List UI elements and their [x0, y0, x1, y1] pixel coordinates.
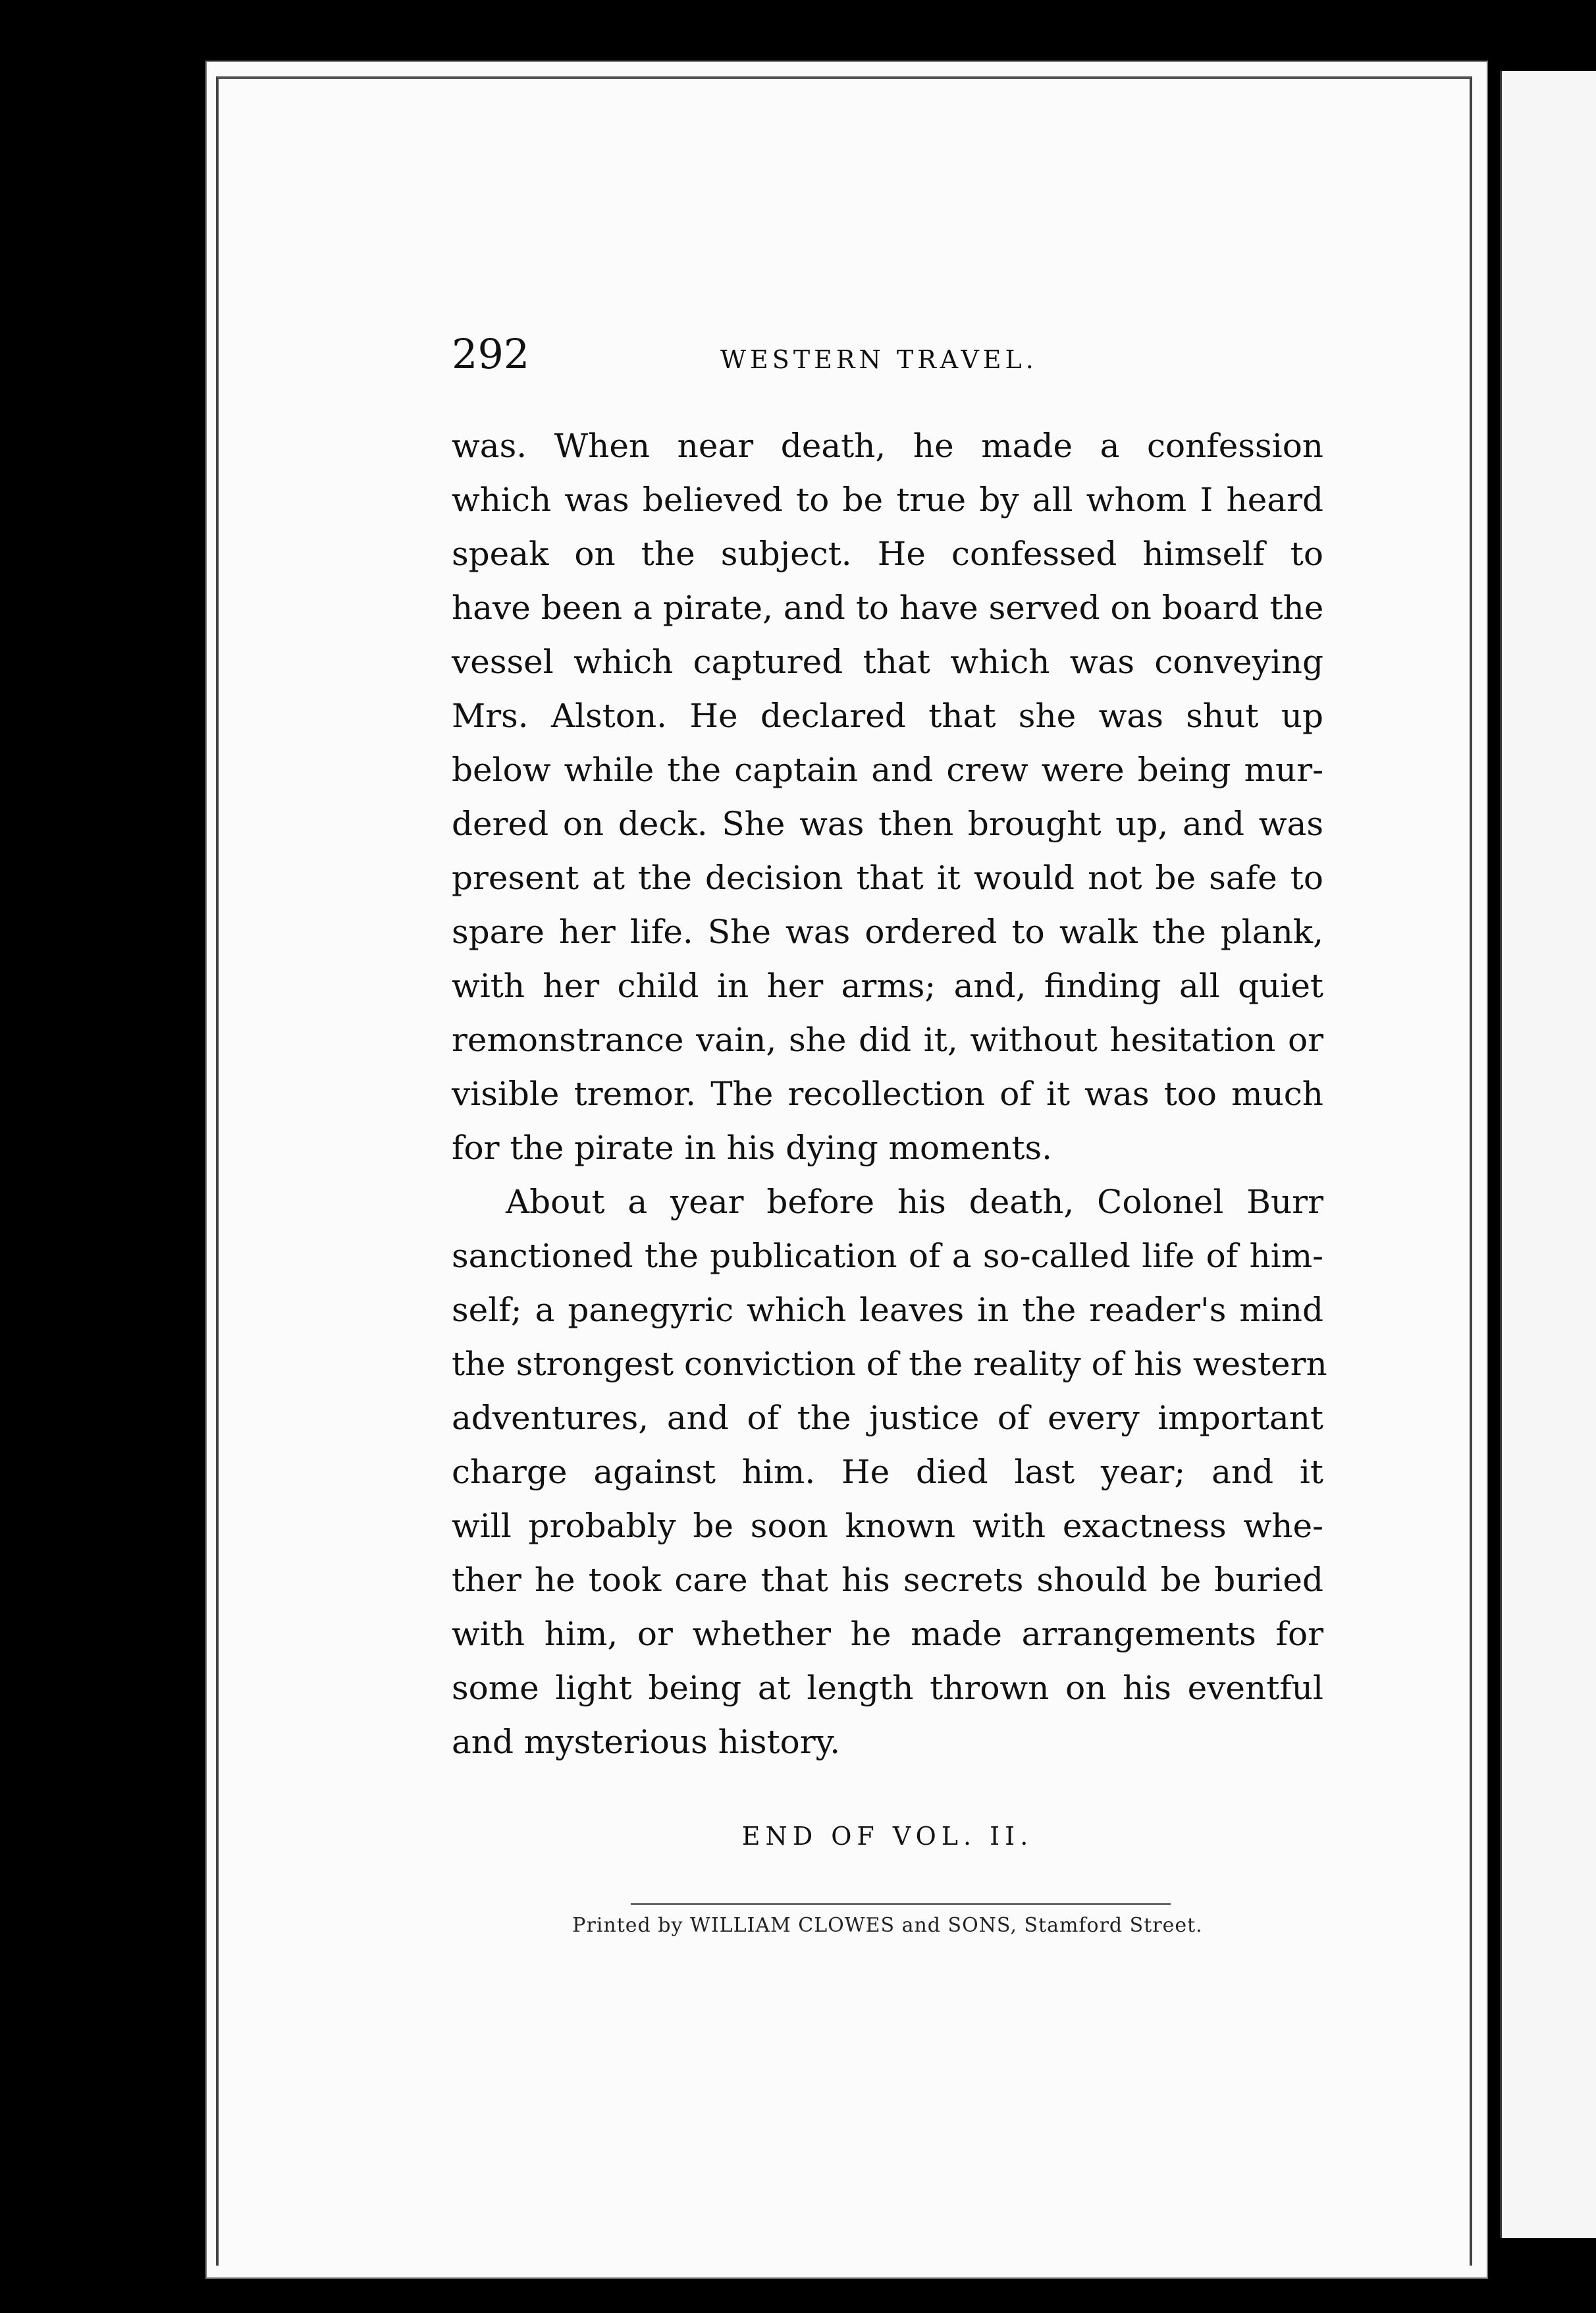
printer-imprint: Printed by WILLIAM CLOWES and SONS, Stamford Street. — [572, 1914, 1203, 1937]
page-header — [452, 328, 1323, 387]
text-line: below while the captain and crew were being mur- — [452, 751, 1323, 789]
text-line: dered on deck. She was then brought up, and was — [452, 805, 1323, 843]
text-line: remonstrance vain, she did it, without hesitation or — [452, 1021, 1323, 1059]
adjacent-page-edge — [1500, 71, 1596, 2238]
text-line: vessel which captured that which was conveying — [452, 643, 1323, 681]
text-line: ther he took care that his secrets should be buried — [452, 1561, 1323, 1599]
text-line: which was believed to be true by all whom I heard — [452, 481, 1323, 519]
running-head: WESTERN TRAVEL. — [720, 345, 1038, 374]
text-line: and mysterious history. — [452, 1723, 841, 1761]
text-line: speak on the subject. He confessed himself to — [452, 535, 1323, 573]
text-line: adventures, and of the justice of every important — [452, 1399, 1323, 1437]
text-line: the strongest conviction of the reality of his western — [452, 1345, 1327, 1383]
text-line: self; a panegyric which leaves in the reader's mind — [452, 1291, 1323, 1329]
text-line: was. When near death, he made a confession — [452, 427, 1323, 465]
text-line: sanctioned the publication of a so-called life of him- — [452, 1237, 1323, 1275]
text-line: with her child in her arms; and, finding all quiet — [452, 967, 1323, 1005]
text-line: charge against him. He died last year; and it — [452, 1453, 1323, 1491]
page-number: 292 — [452, 330, 530, 378]
text-line: have been a pirate, and to have served on board the — [452, 589, 1324, 627]
text-line: visible tremor. The recollection of it was too much — [452, 1075, 1323, 1113]
divider-rule — [631, 1903, 1171, 1905]
text-line: present at the decision that it would not be safe to — [452, 859, 1323, 897]
text-line: with him, or whether he made arrangements for — [452, 1615, 1323, 1653]
text-line: for the pirate in his dying moments. — [452, 1129, 1053, 1167]
end-of-volume-note: END OF VOL. II. — [741, 1822, 1034, 1851]
text-line: some light being at length thrown on his eventful — [452, 1669, 1323, 1707]
text-line: spare her life. She was ordered to walk the plank, — [452, 913, 1323, 951]
body-text — [452, 419, 1327, 1769]
text-line: Mrs. Alston. He declared that she was shut up — [452, 697, 1323, 735]
text-line: About a year before his death, Colonel Burr — [506, 1183, 1323, 1221]
text-line: will probably be soon known with exactness whe- — [452, 1507, 1323, 1545]
